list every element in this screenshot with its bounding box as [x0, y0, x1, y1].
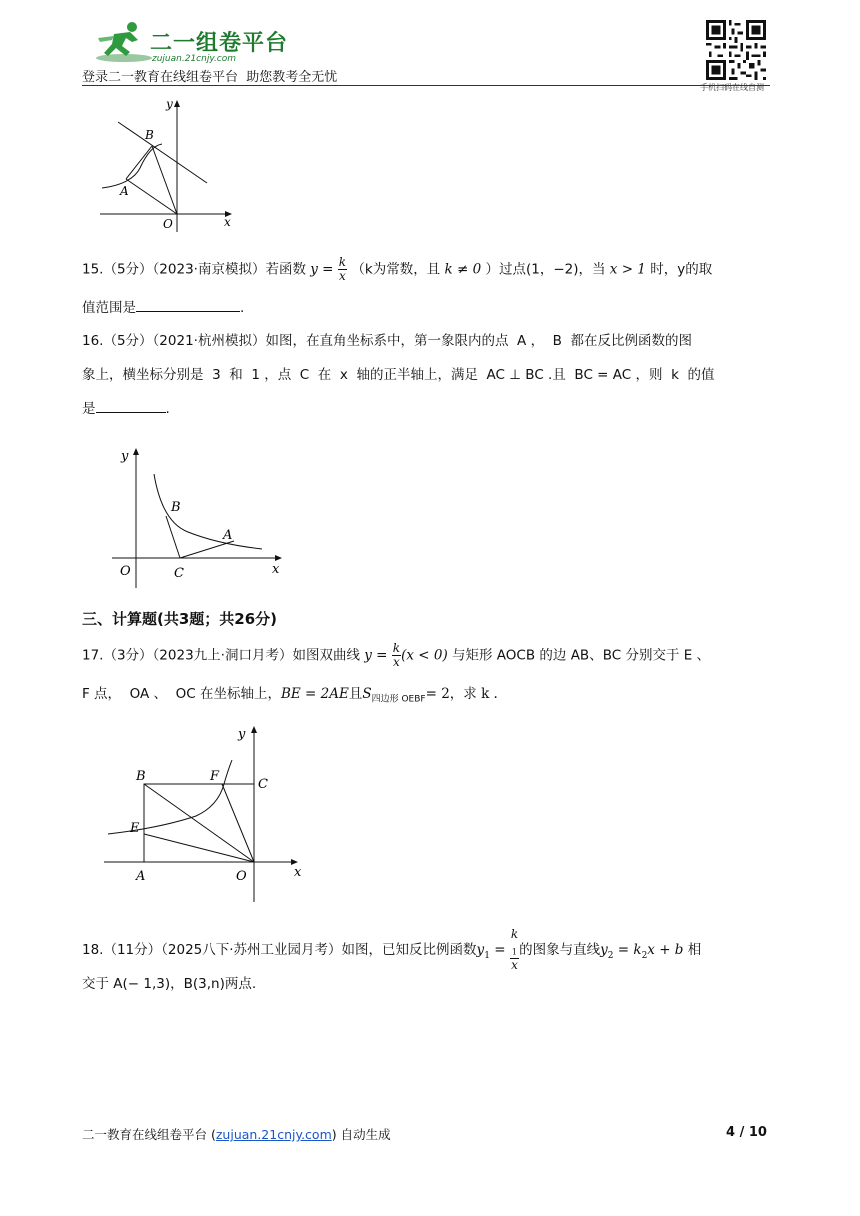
q17-s: S: [362, 686, 372, 702]
question-18-line2: 交于 A(− 1,3)，B(3,n)两点.: [82, 976, 257, 992]
fig14-hyperbola: [102, 144, 162, 188]
q15-frac-num: k: [338, 255, 347, 269]
fig17-label-e: E: [130, 821, 140, 836]
q17-frac-num: k: [392, 641, 401, 655]
logo-subtitle: zujuan.21cnjy.com: [152, 54, 237, 64]
fig17-label-b: B: [136, 769, 146, 784]
fig17-y-arrow: [251, 726, 257, 733]
q18-y2: y: [600, 942, 608, 959]
fig16-label-b: B: [171, 500, 181, 515]
fig14-label-a: A: [120, 184, 129, 198]
q15-answer-blank[interactable]: [136, 297, 240, 312]
q18-prefix: 18.（11分）（2025八下·苏州工业园月考）如图，已知反比例函数: [82, 942, 477, 959]
fig14-segment-ab: [126, 146, 152, 179]
q18-frac-num: k $_1$: [510, 928, 519, 959]
q17-prefix: 17.（3分）（2023九上·洞口月考）如图双曲线: [82, 647, 360, 664]
q17-cond: (x < 0): [401, 647, 448, 664]
q18-fraction: [510, 928, 519, 972]
fig14-label-x: x: [224, 215, 231, 229]
q18-tail: 相: [683, 942, 702, 959]
q17-line2-a: F 点， OA 、 OC 在坐标轴上，: [82, 686, 281, 702]
q16-end: .: [165, 401, 170, 417]
q17-and: 且: [348, 686, 363, 702]
fig14-line-2: [152, 146, 177, 214]
fig16-x-arrow: [275, 555, 282, 561]
q15-end: .: [240, 300, 245, 316]
fig17-segment-oe: [144, 834, 254, 862]
q18-eq: =: [489, 942, 506, 959]
fig16-label-x: x: [272, 562, 280, 577]
qr-code[interactable]: [706, 20, 766, 80]
question-18-line1: [82, 928, 782, 972]
fig14-label-b: B: [145, 128, 154, 142]
q16-line3: 是: [82, 401, 96, 417]
q18-k2-sub: 2: [641, 950, 648, 961]
q18-mid: 的图象与直线: [519, 942, 601, 959]
q17-s-eq: = 2，求 k .: [425, 686, 498, 702]
footer: [82, 1125, 391, 1143]
q16-answer-blank[interactable]: [96, 398, 166, 413]
qr-caption: 手机扫码在线自测: [700, 83, 764, 92]
q18-line-eq: = k: [613, 942, 642, 959]
q17-frac-den: x: [393, 655, 400, 669]
q18-line-eq2: x + b: [647, 942, 684, 959]
q17-s-sub: 四边形 OEBF: [371, 694, 426, 705]
section-3-title: 三、计算题(共3题；共26分): [82, 610, 278, 628]
question-16-line1: 16.（5分）（2021·杭州模拟）如图，在直角坐标系中，第一象限内的点 A ， B 都在反比例函数的图: [82, 333, 692, 349]
logo: [92, 20, 292, 66]
q15-frac-den: x: [339, 269, 346, 283]
question-15-line2: [82, 297, 244, 318]
q17-fraction: [392, 642, 401, 669]
q15-prefix: 15.（5分）（2023·南京模拟）若函数: [82, 261, 306, 278]
figure-17: [100, 720, 320, 905]
page-number: 4 / 10: [726, 1125, 767, 1140]
fig14-label-o: O: [163, 217, 173, 231]
runner-logo-icon: [92, 20, 154, 64]
footer-left: 二一教育在线组卷平台 (: [82, 1127, 216, 1142]
qr-code-icon: [706, 20, 766, 80]
question-17-line1: [82, 642, 772, 669]
q15-x-gt-1: x > 1: [609, 261, 646, 278]
q15-k-ne-0: k ≠ 0: [444, 261, 482, 278]
fig16-label-a: A: [223, 528, 233, 543]
fig16-label-c: C: [174, 566, 184, 581]
q15-mid: ）过点(1，−2)，当: [485, 261, 606, 278]
q15-fraction: [338, 256, 347, 283]
q15-line2: 值范围是: [82, 300, 136, 316]
fig16-y-arrow: [133, 448, 139, 455]
fig17-label-o: O: [236, 869, 247, 884]
question-16-line3: [82, 398, 170, 419]
fig17-label-c: C: [258, 777, 268, 792]
header-slogan: 登录二一教育在线组卷平台 助您教考全无忧: [82, 70, 338, 85]
q15-cond: （k为常数，且: [351, 261, 441, 278]
fig16-label-o: O: [120, 564, 131, 579]
question-16-line2: 象上，横坐标分别是 3 和 1 ，点 C 在 x 轴的正半轴上，满足 AC ⊥ BC .且 BC = AC ，则 k 的值: [82, 367, 715, 383]
figure-16: [108, 442, 308, 592]
q17-y-eq: y =: [364, 647, 388, 664]
fig16-segment-ca: [180, 541, 234, 558]
q17-rest: 与矩形 AOCB 的边 AB、BC 分别交于 E 、: [452, 647, 711, 664]
fig17-label-x: x: [294, 865, 302, 880]
q17-be: BE = 2AE: [280, 686, 349, 702]
question-15: [82, 256, 772, 283]
fig14-label-y: y: [166, 97, 173, 111]
fig16-segment-bc: [166, 516, 180, 558]
q18-frac-den: x: [511, 958, 518, 973]
fig17-label-a: A: [136, 869, 146, 884]
fig16-label-y: y: [121, 449, 129, 464]
header-divider: [82, 85, 770, 86]
fig17-label-f: F: [210, 769, 220, 784]
q18-y2-sub: 2: [607, 950, 614, 961]
fig14-segment-oa: [126, 179, 177, 214]
q15-y-eq: y =: [310, 261, 334, 278]
q15-tail: 时，y的取: [650, 261, 713, 278]
q18-y1: y: [476, 942, 485, 959]
question-17-line2: [82, 684, 772, 710]
footer-right: ) 自动生成: [331, 1127, 391, 1142]
footer-link[interactable]: zujuan.21cnjy.com: [215, 1127, 332, 1142]
q18-y1-sub: 1: [484, 950, 490, 961]
fig14-y-arrow: [174, 100, 180, 107]
logo-title: 二一组卷平台: [150, 31, 289, 56]
figure-14: [92, 94, 242, 234]
fig17-label-y: y: [238, 727, 246, 742]
